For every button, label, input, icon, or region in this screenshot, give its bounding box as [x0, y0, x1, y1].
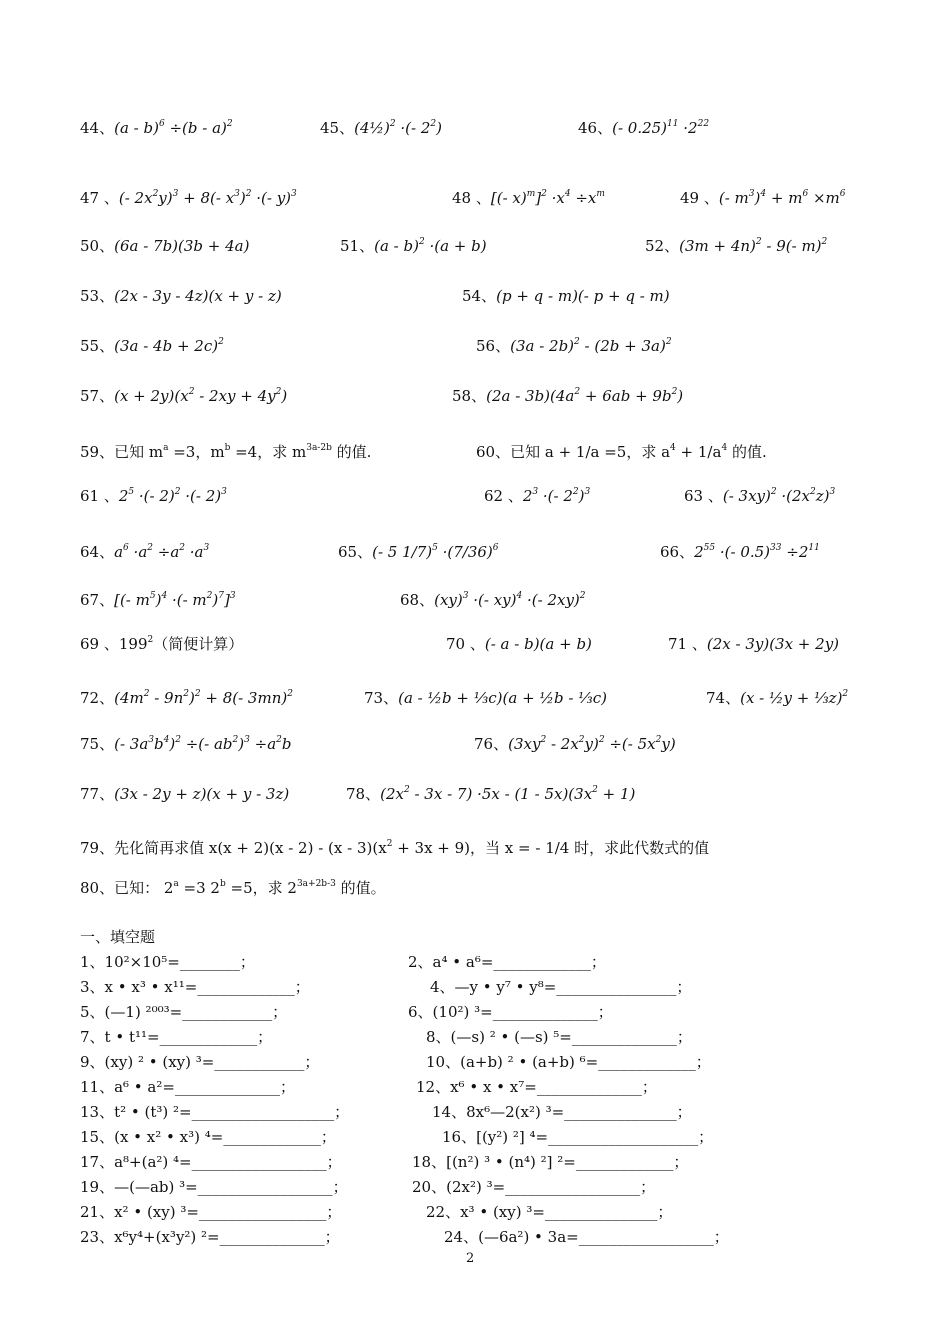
exercise-70: 70 、(- a - b)(a + b): [446, 635, 592, 653]
exercise-49: 49 、(- $m^3)^4 + m^6 \times m^6$: [680, 189, 846, 207]
exercise-52: 52、$(3m + 4n)^2 - 9(-$ m)$^2$: [645, 237, 828, 255]
exercise-55: 55、$(3a - 4b + 2c)^2$: [80, 337, 224, 355]
exercise-47: 47 、(- $2x^2y)^3 + 8(-$ $x^3)^2$ ·(- y)$^3$: [80, 189, 297, 207]
exercise-61: 61 、$2^5$ ·(- 2)$^2$ ·(- 2)$^3$: [80, 487, 227, 505]
exercise-66: 66、$2^{55}$ ·(- $0.5)^{33} \div 2^{11}$: [660, 543, 820, 561]
fill-item-22: 22、x³ • (xy) ³=_______________；: [426, 1203, 673, 1221]
fill-item-5: 5、(—1) ²⁰⁰³=____________；: [80, 1003, 288, 1021]
exercise-79: 79、先化简再求值 $x(x + 2)(x - 2) - (x - 3)(x^2 + 3x + 9)$，当 x = - 1/4 时，求此代数式的值: [80, 839, 710, 857]
exercise-63: 63 、(- $3xy)^2 \cdot(2x^2z)^3$: [684, 487, 836, 505]
section-title: 一、填空题: [80, 928, 156, 946]
fill-item-7: 7、t • t¹¹=_____________；: [80, 1028, 273, 1046]
exercise-45: 45、(4½)$^2$ ·(- $2^2$): [320, 119, 442, 137]
exercise-46: 46、(- $0.25)^{11} \cdot 2^{22}$: [578, 119, 710, 137]
exercise-78: 78、$(2x^2 - 3x - 7) \cdot 5x - (1 - 5x)(3x^2 + 1)$: [346, 785, 636, 803]
fill-item-23: 23、x⁶y⁴+(x³y²) ²=______________；: [80, 1228, 340, 1246]
exercise-72: 72、$(4m^2 - 9n^2)^2 + 8(-$ 3mn)$^2$: [80, 689, 293, 707]
exercise-53: 53、(2x - 3y - 4z)(x + y - z): [80, 287, 282, 305]
fill-item-21: 21、x² • (xy) ³=_________________；: [80, 1203, 342, 1221]
exercise-80: 80、已知： $2^a =3$ $2^b =5$，求 $2^{3a+2b-3}$ 的值。: [80, 879, 386, 897]
fill-item-8: 8、(—s) ² • (—s) ⁵=______________；: [426, 1028, 692, 1046]
exercise-44: 44、(a - b)$^6$ ÷(b - a)$^2$: [80, 119, 233, 137]
exercise-68: 68、(xy)$^3$ ·(- xy)$^4$ ·(- 2xy)$^2$: [400, 591, 586, 609]
exercise-71: 71 、(2x - 3y)(3x + 2y): [668, 635, 840, 653]
fill-item-11: 11、a⁶ • a²=______________；: [80, 1078, 295, 1096]
exercise-54: 54、(p + q - m)(- p + q - m): [462, 287, 670, 305]
exercise-67: 67、[(- $m^5)^4$ ·(- $m^2)^7]^3$: [80, 591, 236, 609]
fill-item-13: 13、t² • (t³) ²=___________________；: [80, 1103, 350, 1121]
exercise-64: 64、$a^6 \cdot a^2 \div a^2 \cdot a^3$: [80, 543, 210, 561]
fill-item-2: 2、a⁴ • a⁶=_____________；: [408, 953, 606, 971]
exercise-59: 59、已知 $m^a =3$，$m^b =4$，求 $m^{3a-2b}$ 的值.: [80, 443, 372, 461]
fill-item-20: 20、(2x²) ³=__________________；: [412, 1178, 656, 1196]
fill-item-24: 24、(—6a²) • 3a=__________________；: [444, 1228, 729, 1246]
fill-item-6: 6、(10²) ³=______________；: [408, 1003, 613, 1021]
fill-item-10: 10、(a+b) ² • (a+b) ⁶=_____________；: [426, 1053, 711, 1071]
exercise-69: 69 、$199^2$（简便计算）: [80, 635, 244, 653]
fill-item-4: 4、—y • y⁷ • y⁸=________________；: [430, 978, 692, 996]
fill-item-1: 1、10²×10⁵=________；: [80, 953, 255, 971]
exercise-73: 73、(a - ½b + ⅓c)(a + ½b - ⅓c): [364, 689, 607, 707]
exercise-62: 62 、$2^3$ ·(- $2^2)^3$: [484, 487, 591, 505]
fill-item-16: 16、[(y²) ²] ⁴=____________________；: [442, 1128, 714, 1146]
exercise-60: 60、已知 a + 1/a =5，求 $a^4 + 1/a^4$ 的值.: [476, 443, 767, 461]
fill-item-17: 17、a⁸+(a²) ⁴=__________________；: [80, 1153, 342, 1171]
exercise-74: 74、(x - ½y + ⅓z)$^2$: [706, 689, 849, 707]
exercise-48: 48 、[(- $x)^m]^2 \cdot x^4 \div x^m$: [452, 189, 605, 207]
fill-item-12: 12、x⁶ • x • x⁷=______________；: [416, 1078, 657, 1096]
exercise-50: 50、(6a - 7b)(3b + 4a): [80, 237, 250, 255]
exercise-56: 56、$(3a - 2b)^2 - (2b + 3a)^2$: [476, 337, 672, 355]
exercise-58: 58、$(2a - 3b)(4a^2 + 6ab + 9b^2)$: [452, 387, 684, 405]
exercise-44-expr: (a - b)$^6$ ÷(b - a)$^2$: [114, 119, 233, 137]
page-number: 2: [466, 1251, 475, 1266]
fill-item-18: 18、[(n²) ³ • (n⁴) ²] ²=_____________；: [412, 1153, 689, 1171]
exercise-57: 57、$(x + 2y)(x^2 - 2xy + 4y^2)$: [80, 387, 288, 405]
fill-item-3: 3、x • x³ • x¹¹=_____________；: [80, 978, 310, 996]
exercise-76: 76、$(3xy^2 - 2x^2y)^2$ ÷(- $5x^2y$): [474, 735, 676, 753]
fill-item-15: 15、(x • x² • x³) ⁴=_____________；: [80, 1128, 336, 1146]
fill-item-14: 14、8x⁶—2(x²) ³=_______________；: [432, 1103, 692, 1121]
exercise-65: 65、(- 5 $1/7)^5 \cdot(7/36)^6$: [338, 543, 499, 561]
exercise-77: 77、(3x - 2y + z)(x + y - 3z): [80, 785, 290, 803]
fill-item-19: 19、—(—ab) ³=__________________；: [80, 1178, 348, 1196]
fill-item-9: 9、(xy) ² • (xy) ³=____________；: [80, 1053, 320, 1071]
exercise-51: 51、(a - b)$^2$ ·(a + b): [340, 237, 487, 255]
exercise-75: 75、(- $3a^3b^4)^2$ ÷(- $ab^2)^3 \div a^2b$: [80, 735, 292, 753]
